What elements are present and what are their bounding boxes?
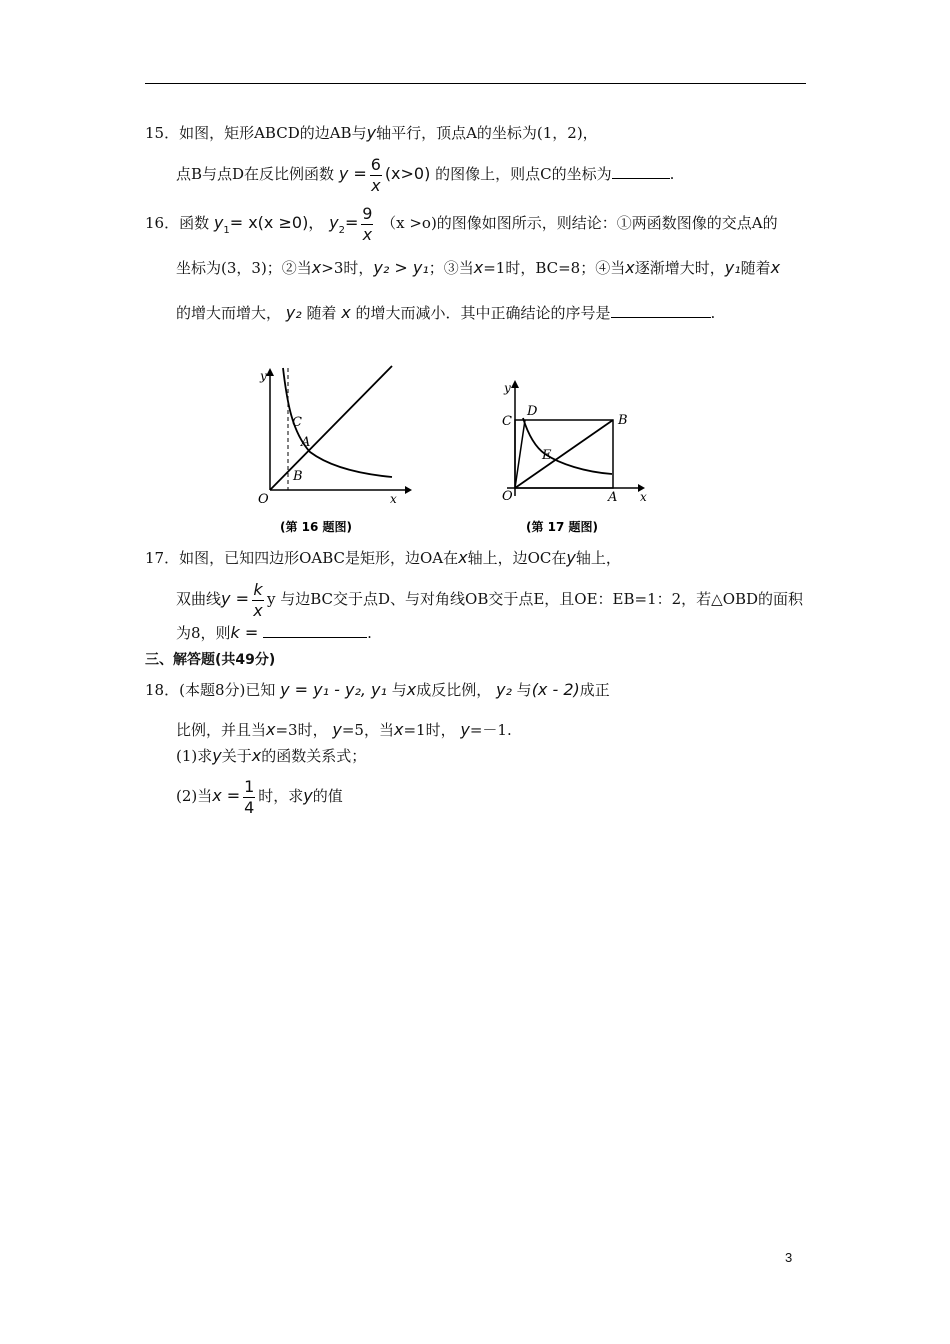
q18-part2: (2)当x = $\frac{1}{4}$ 时，求y的值 (176, 776, 343, 817)
fig17-y-arrow (511, 380, 519, 388)
q16-text-a: 16．函数 (145, 214, 210, 232)
q18-line2: 比例，并且当x=3时， y=5，当x=1时， y=－1. (176, 720, 512, 739)
q16-y1: $y_1$ (213, 213, 230, 236)
fig16-caption: (第 16 题图) (280, 520, 353, 534)
fig17-caption: (第 17 题图) (526, 520, 599, 534)
q18-part1: (1)求y关于x的函数关系式； (176, 746, 367, 765)
q15-text-c: 点B与点D在反比例函数 (176, 165, 335, 183)
fig17-label-C: C (502, 414, 512, 429)
q17-answer-blank[interactable] (263, 623, 367, 638)
fig17-label-O: O (502, 489, 513, 504)
fig17-hyperbola (523, 418, 612, 474)
q15-answer-blank[interactable] (612, 164, 670, 179)
figure-16 (258, 366, 412, 534)
q15-var-y: y (366, 123, 377, 142)
figure-17 (502, 380, 647, 534)
q17-line3: 为8，则k = . (176, 623, 372, 642)
fig17-label-D: D (527, 404, 538, 419)
fig16-label-y: y (260, 369, 267, 383)
q18-equation: y = y₁ - y₂, y₁ (280, 680, 387, 699)
q15-line1 (145, 122, 598, 144)
q15-condition: (x>0) (384, 164, 431, 183)
fig17-diagonal-OB (515, 420, 613, 488)
q15-text-a: 15．如图，矩形ABCD的边AB与 (145, 124, 367, 142)
header-rule (145, 83, 806, 84)
q16-line3: 的增大而增大， y₂ 随着 x 的增大而减小．其中正确结论的序号是 . (176, 303, 716, 322)
section3-title: 三、解答题(共49分) (145, 652, 276, 668)
q16-line1: 16．函数 $y_1= x(x \ge 0)$， $y_2=$ $\frac{9}{x}$ （x >o)的图像如图所示，则结论：①两函数图像的交点A的 (145, 203, 778, 244)
q16-line2: 坐标为(3，3)；②当x>3时，y₂ > y₁；③当x=1时，BC=8；④当x逐渐增大时，y₁随着x (176, 258, 781, 277)
fig16-label-O: O (258, 492, 269, 507)
q16-comparison: y₂ > y₁ (373, 258, 429, 277)
q15-text-d: 的图像上，则点C的坐标为 (435, 165, 612, 183)
fig17-segment-OD (515, 420, 525, 488)
fig17-label-y: y (504, 381, 511, 395)
q18-fraction: $\frac{1}{4}$ (244, 776, 255, 817)
fig16-label-B: B (293, 469, 303, 484)
fig17-label-x: x (640, 490, 647, 504)
q17-line1: 17．如图，已知四边形OABC是矩形，边OA在x轴上，边OC在y轴上， (145, 548, 621, 567)
q16-fraction: $\frac{9}{x}$ (362, 203, 373, 244)
q16-text-b: （x >o)的图像如图所示，则结论：①两函数图像的交点A的 (381, 214, 778, 232)
q15-eq-y: y = (338, 164, 367, 183)
fig16-label-C: C (292, 415, 302, 430)
q17-fraction: $\frac{k}{x}$ (253, 579, 263, 620)
fig17-label-B: B (618, 413, 628, 428)
q15-fraction: $\frac{6}{x}$ (370, 154, 381, 195)
q16-answer-blank[interactable] (611, 303, 711, 318)
q15-line2: 点B与点D在反比例函数 y = $\frac{6}{x}$ (x>0) 的图像上，则点C的坐标为 . (176, 154, 675, 195)
fig16-label-A: A (301, 435, 311, 450)
q18-line1: 18．(本题8分)已知 y = y₁ - y₂, y₁ 与x成反比例， y₂ 与(x - 2)成正 (145, 680, 610, 699)
fig17-label-A: A (608, 490, 618, 505)
q15-text-b: 轴平行，顶点A的坐标为(1，2)， (376, 124, 598, 142)
fig17-label-E: E (542, 448, 552, 463)
fig16-x-arrow (405, 486, 412, 494)
q16-eq1: = x(x ≥0)， (229, 213, 325, 232)
q17-line2: 双曲线y = $\frac{k}{x}$ y 与边BC交于点D、与对角线OB交于点E，且OE：EB=1：2，若△OBD的面积 (176, 579, 804, 620)
q16-y2: $y_2$ (329, 213, 345, 236)
fig16-label-x: x (390, 492, 397, 506)
page-number: 3 (785, 1250, 793, 1265)
figures-area (240, 362, 660, 540)
fig16-y-arrow (266, 368, 274, 376)
